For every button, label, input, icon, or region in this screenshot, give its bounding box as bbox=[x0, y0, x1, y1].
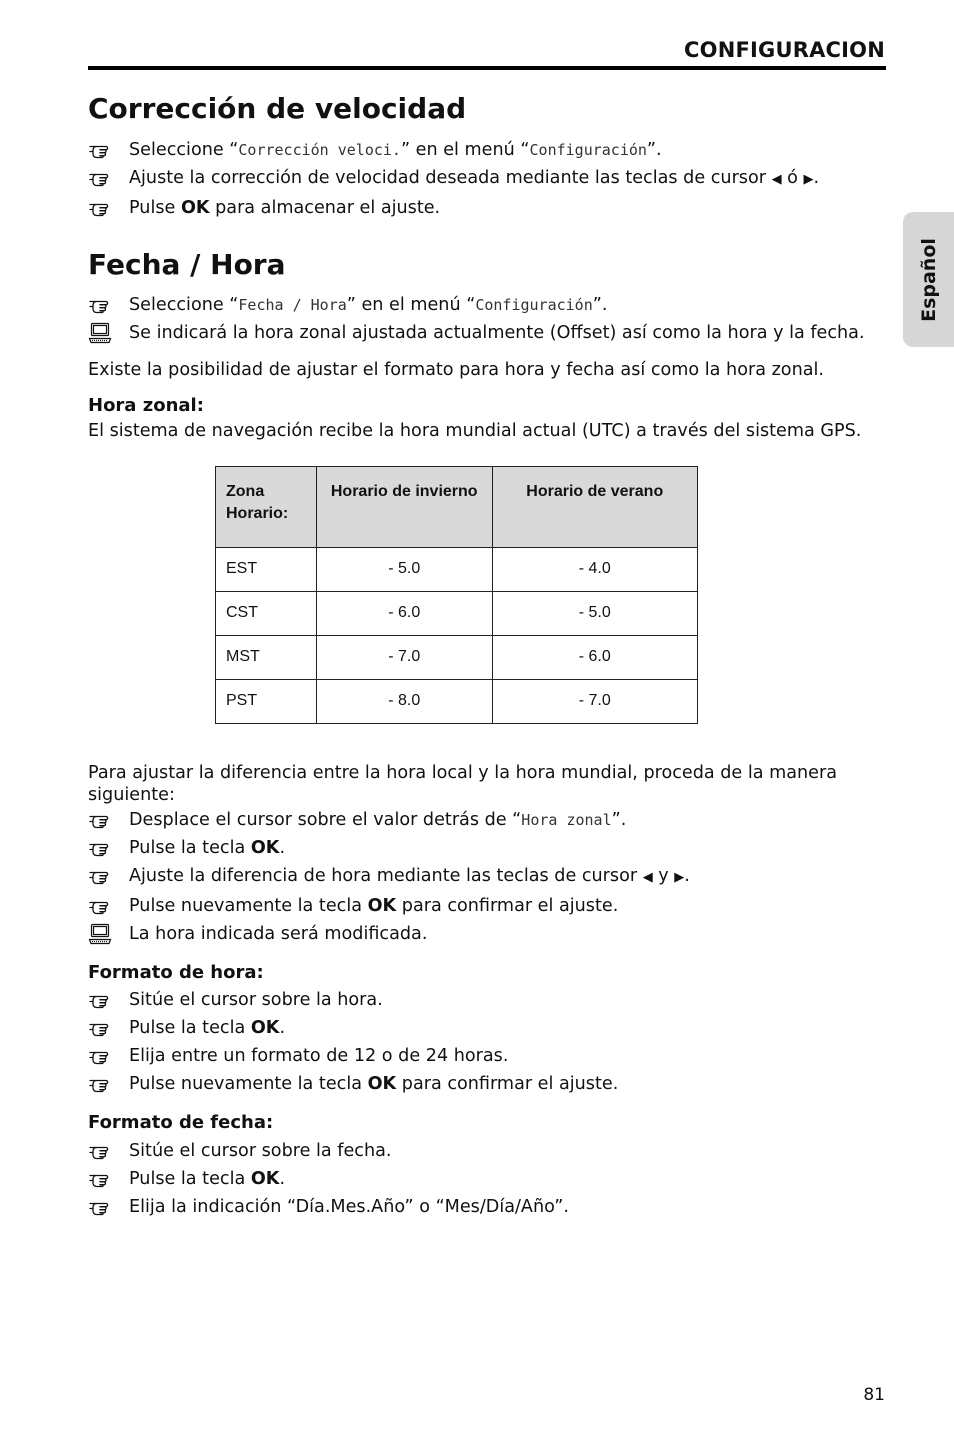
pointing-hand-icon bbox=[88, 1193, 129, 1221]
pointing-hand-icon bbox=[88, 862, 129, 890]
list-item bbox=[88, 291, 888, 319]
list-item-text bbox=[129, 136, 888, 164]
list-item-text bbox=[129, 920, 888, 948]
text-fragment: para confirmar el ajuste. bbox=[396, 1074, 619, 1095]
left-arrow-icon: ◀ bbox=[771, 171, 782, 187]
table-row bbox=[216, 547, 698, 591]
table-cell: - 5.0 bbox=[492, 591, 697, 635]
header-winter: Horario de invierno bbox=[316, 466, 492, 547]
pointing-hand-icon bbox=[88, 1165, 129, 1193]
text-fragment: . bbox=[279, 837, 286, 858]
list-item bbox=[88, 920, 888, 948]
text-fragment: Se indicará la hora zonal ajustada actualmente (Offset) así como la hora y la fecha. bbox=[129, 323, 865, 344]
text-fragment: . bbox=[279, 1018, 286, 1039]
text-fragment: Pulse la tecla bbox=[129, 1168, 251, 1189]
text-fragment: Sitúe el cursor sobre la hora. bbox=[129, 990, 383, 1011]
text-fragment: . bbox=[813, 167, 820, 188]
pointing-hand-icon bbox=[88, 1042, 129, 1070]
pointing-hand-icon bbox=[88, 1137, 129, 1165]
text-fragment: . bbox=[684, 865, 690, 886]
menu-text: Fecha / Hora bbox=[238, 296, 347, 315]
text-fragment: ó bbox=[781, 167, 804, 188]
date-time-paragraph: Existe la posibilidad de ajustar el formato para hora y fecha así como la hora zonal. bbox=[88, 360, 824, 381]
list-item-text bbox=[129, 892, 888, 920]
pointing-hand-icon bbox=[88, 194, 129, 222]
text-fragment: ”. bbox=[592, 295, 608, 316]
list-item-text bbox=[129, 1070, 888, 1098]
text-fragment: Pulse la tecla bbox=[129, 1018, 251, 1039]
table-cell: - 6.0 bbox=[492, 635, 697, 679]
text-fragment: ” en el menú “ bbox=[346, 295, 476, 316]
section-title-date-time: Fecha / Hora bbox=[88, 247, 286, 281]
list-item bbox=[88, 1193, 888, 1221]
list-item-text bbox=[129, 862, 888, 892]
header-summer: Horario de verano bbox=[492, 466, 697, 547]
table-cell: EST bbox=[216, 547, 317, 591]
pointing-hand-icon bbox=[88, 291, 129, 319]
text-fragment: y bbox=[652, 865, 675, 886]
text-fragment: para confirmar el ajuste. bbox=[396, 895, 619, 916]
list-item-text bbox=[129, 291, 888, 319]
text-fragment: Pulse nuevamente la tecla bbox=[129, 895, 368, 916]
text-fragment: . bbox=[279, 1168, 286, 1189]
list-item bbox=[88, 1014, 888, 1042]
text-fragment: Seleccione “ bbox=[129, 295, 239, 316]
table-cell: - 7.0 bbox=[316, 635, 492, 679]
text-fragment: Elija la indicación “Día.Mes.Año” o “Mes/Día/Año”. bbox=[129, 1196, 569, 1217]
list-item-text bbox=[129, 1137, 888, 1165]
list-item-text bbox=[129, 986, 888, 1014]
right-arrow-icon: ▶ bbox=[803, 171, 814, 187]
table-header-row bbox=[216, 466, 698, 547]
list-item bbox=[88, 1042, 888, 1070]
table-cell: - 4.0 bbox=[492, 547, 697, 591]
time-format-steps bbox=[88, 986, 888, 1098]
language-tab-label: Español bbox=[917, 237, 940, 322]
table-cell: - 6.0 bbox=[316, 591, 492, 635]
list-item bbox=[88, 1137, 888, 1165]
list-item bbox=[88, 986, 888, 1014]
language-tab bbox=[903, 212, 954, 347]
date-format-steps bbox=[88, 1137, 888, 1221]
text-fragment: para almacenar el ajuste. bbox=[209, 197, 441, 218]
list-item-text bbox=[129, 194, 888, 222]
header-zone: Zona Horario: bbox=[216, 466, 317, 547]
subtitle-time-zone: Hora zonal: bbox=[88, 395, 204, 417]
list-item bbox=[88, 1165, 888, 1193]
list-item-text bbox=[129, 1042, 888, 1070]
time-zone-table bbox=[215, 466, 698, 724]
left-arrow-icon: ◀ bbox=[642, 869, 653, 885]
date-time-steps bbox=[88, 291, 888, 347]
pointing-hand-icon bbox=[88, 1070, 129, 1098]
monitor-icon bbox=[88, 920, 129, 948]
text-fragment: Ajuste la corrección de velocidad deseada mediante las teclas de cursor bbox=[129, 167, 772, 188]
text-fragment: ” en el menú “ bbox=[400, 139, 530, 160]
table-row bbox=[216, 679, 698, 723]
text-fragment: Ajuste la diferencia de hora mediante las teclas de cursor bbox=[129, 865, 643, 886]
list-item-text bbox=[129, 1165, 888, 1193]
key-label: OK bbox=[250, 837, 280, 858]
pointing-hand-icon bbox=[88, 136, 129, 164]
text-fragment: ”. bbox=[611, 809, 627, 830]
subtitle-date-format: Formato de fecha: bbox=[88, 1112, 274, 1134]
list-item-text bbox=[129, 1014, 888, 1042]
time-zone-steps bbox=[88, 806, 888, 948]
list-item-text bbox=[129, 164, 888, 194]
list-item bbox=[88, 862, 888, 892]
key-label: OK bbox=[250, 1018, 280, 1039]
table-row bbox=[216, 635, 698, 679]
list-item-text bbox=[129, 1193, 888, 1221]
monitor-icon bbox=[88, 319, 129, 347]
text-fragment: La hora indicada será modificada. bbox=[129, 923, 428, 944]
list-item bbox=[88, 806, 888, 834]
pointing-hand-icon bbox=[88, 806, 129, 834]
page-number: 81 bbox=[863, 1385, 885, 1405]
table-cell: MST bbox=[216, 635, 317, 679]
list-item bbox=[88, 1070, 888, 1098]
text-fragment: Elija entre un formato de 12 o de 24 horas. bbox=[129, 1046, 509, 1067]
text-fragment: Seleccione “ bbox=[129, 139, 239, 160]
table-cell: - 8.0 bbox=[316, 679, 492, 723]
menu-text: Configuración bbox=[475, 296, 593, 315]
page-content bbox=[88, 92, 888, 1221]
table-cell: CST bbox=[216, 591, 317, 635]
list-item-text bbox=[129, 806, 888, 834]
menu-text: Configuración bbox=[529, 140, 647, 159]
pointing-hand-icon bbox=[88, 892, 129, 920]
key-label: OK bbox=[250, 1168, 280, 1189]
time-zone-instructions: Para ajustar la diferencia entre la hora local y la hora mundial, proceda de la manera siguiente: bbox=[88, 762, 838, 805]
speed-correction-steps bbox=[88, 136, 888, 222]
key-label: OK bbox=[180, 197, 210, 218]
section-title-speed-correction: Corrección de velocidad bbox=[88, 92, 467, 125]
key-label: OK bbox=[367, 1074, 397, 1095]
list-item bbox=[88, 136, 888, 164]
table-cell: - 7.0 bbox=[492, 679, 697, 723]
time-zone-description: El sistema de navegación recibe la hora mundial actual (UTC) a través del sistema GPS. bbox=[88, 420, 862, 441]
list-item bbox=[88, 194, 888, 222]
pointing-hand-icon bbox=[88, 164, 129, 192]
table-row bbox=[216, 591, 698, 635]
text-fragment: Desplace el cursor sobre el valor detrás de “ bbox=[129, 809, 522, 830]
menu-text: Corrección veloci. bbox=[238, 140, 401, 159]
text-fragment: Pulse bbox=[129, 197, 181, 218]
pointing-hand-icon bbox=[88, 1014, 129, 1042]
text-fragment: Pulse nuevamente la tecla bbox=[129, 1074, 368, 1095]
text-fragment: ”. bbox=[646, 139, 662, 160]
table-cell: PST bbox=[216, 679, 317, 723]
header-title: CONFIGURACION bbox=[684, 38, 885, 62]
text-fragment: Sitúe el cursor sobre la fecha. bbox=[129, 1140, 392, 1161]
list-item-text bbox=[129, 319, 888, 347]
list-item bbox=[88, 319, 888, 347]
list-item bbox=[88, 834, 888, 862]
right-arrow-icon: ▶ bbox=[674, 869, 685, 885]
menu-text: Hora zonal bbox=[521, 810, 612, 829]
list-item bbox=[88, 164, 888, 194]
list-item-text bbox=[129, 834, 888, 862]
key-label: OK bbox=[367, 895, 397, 916]
pointing-hand-icon bbox=[88, 986, 129, 1014]
header-rule bbox=[88, 66, 886, 70]
text-fragment: Pulse la tecla bbox=[129, 837, 251, 858]
list-item bbox=[88, 892, 888, 920]
subtitle-time-format: Formato de hora: bbox=[88, 961, 264, 983]
table-cell: - 5.0 bbox=[316, 547, 492, 591]
pointing-hand-icon bbox=[88, 834, 129, 862]
